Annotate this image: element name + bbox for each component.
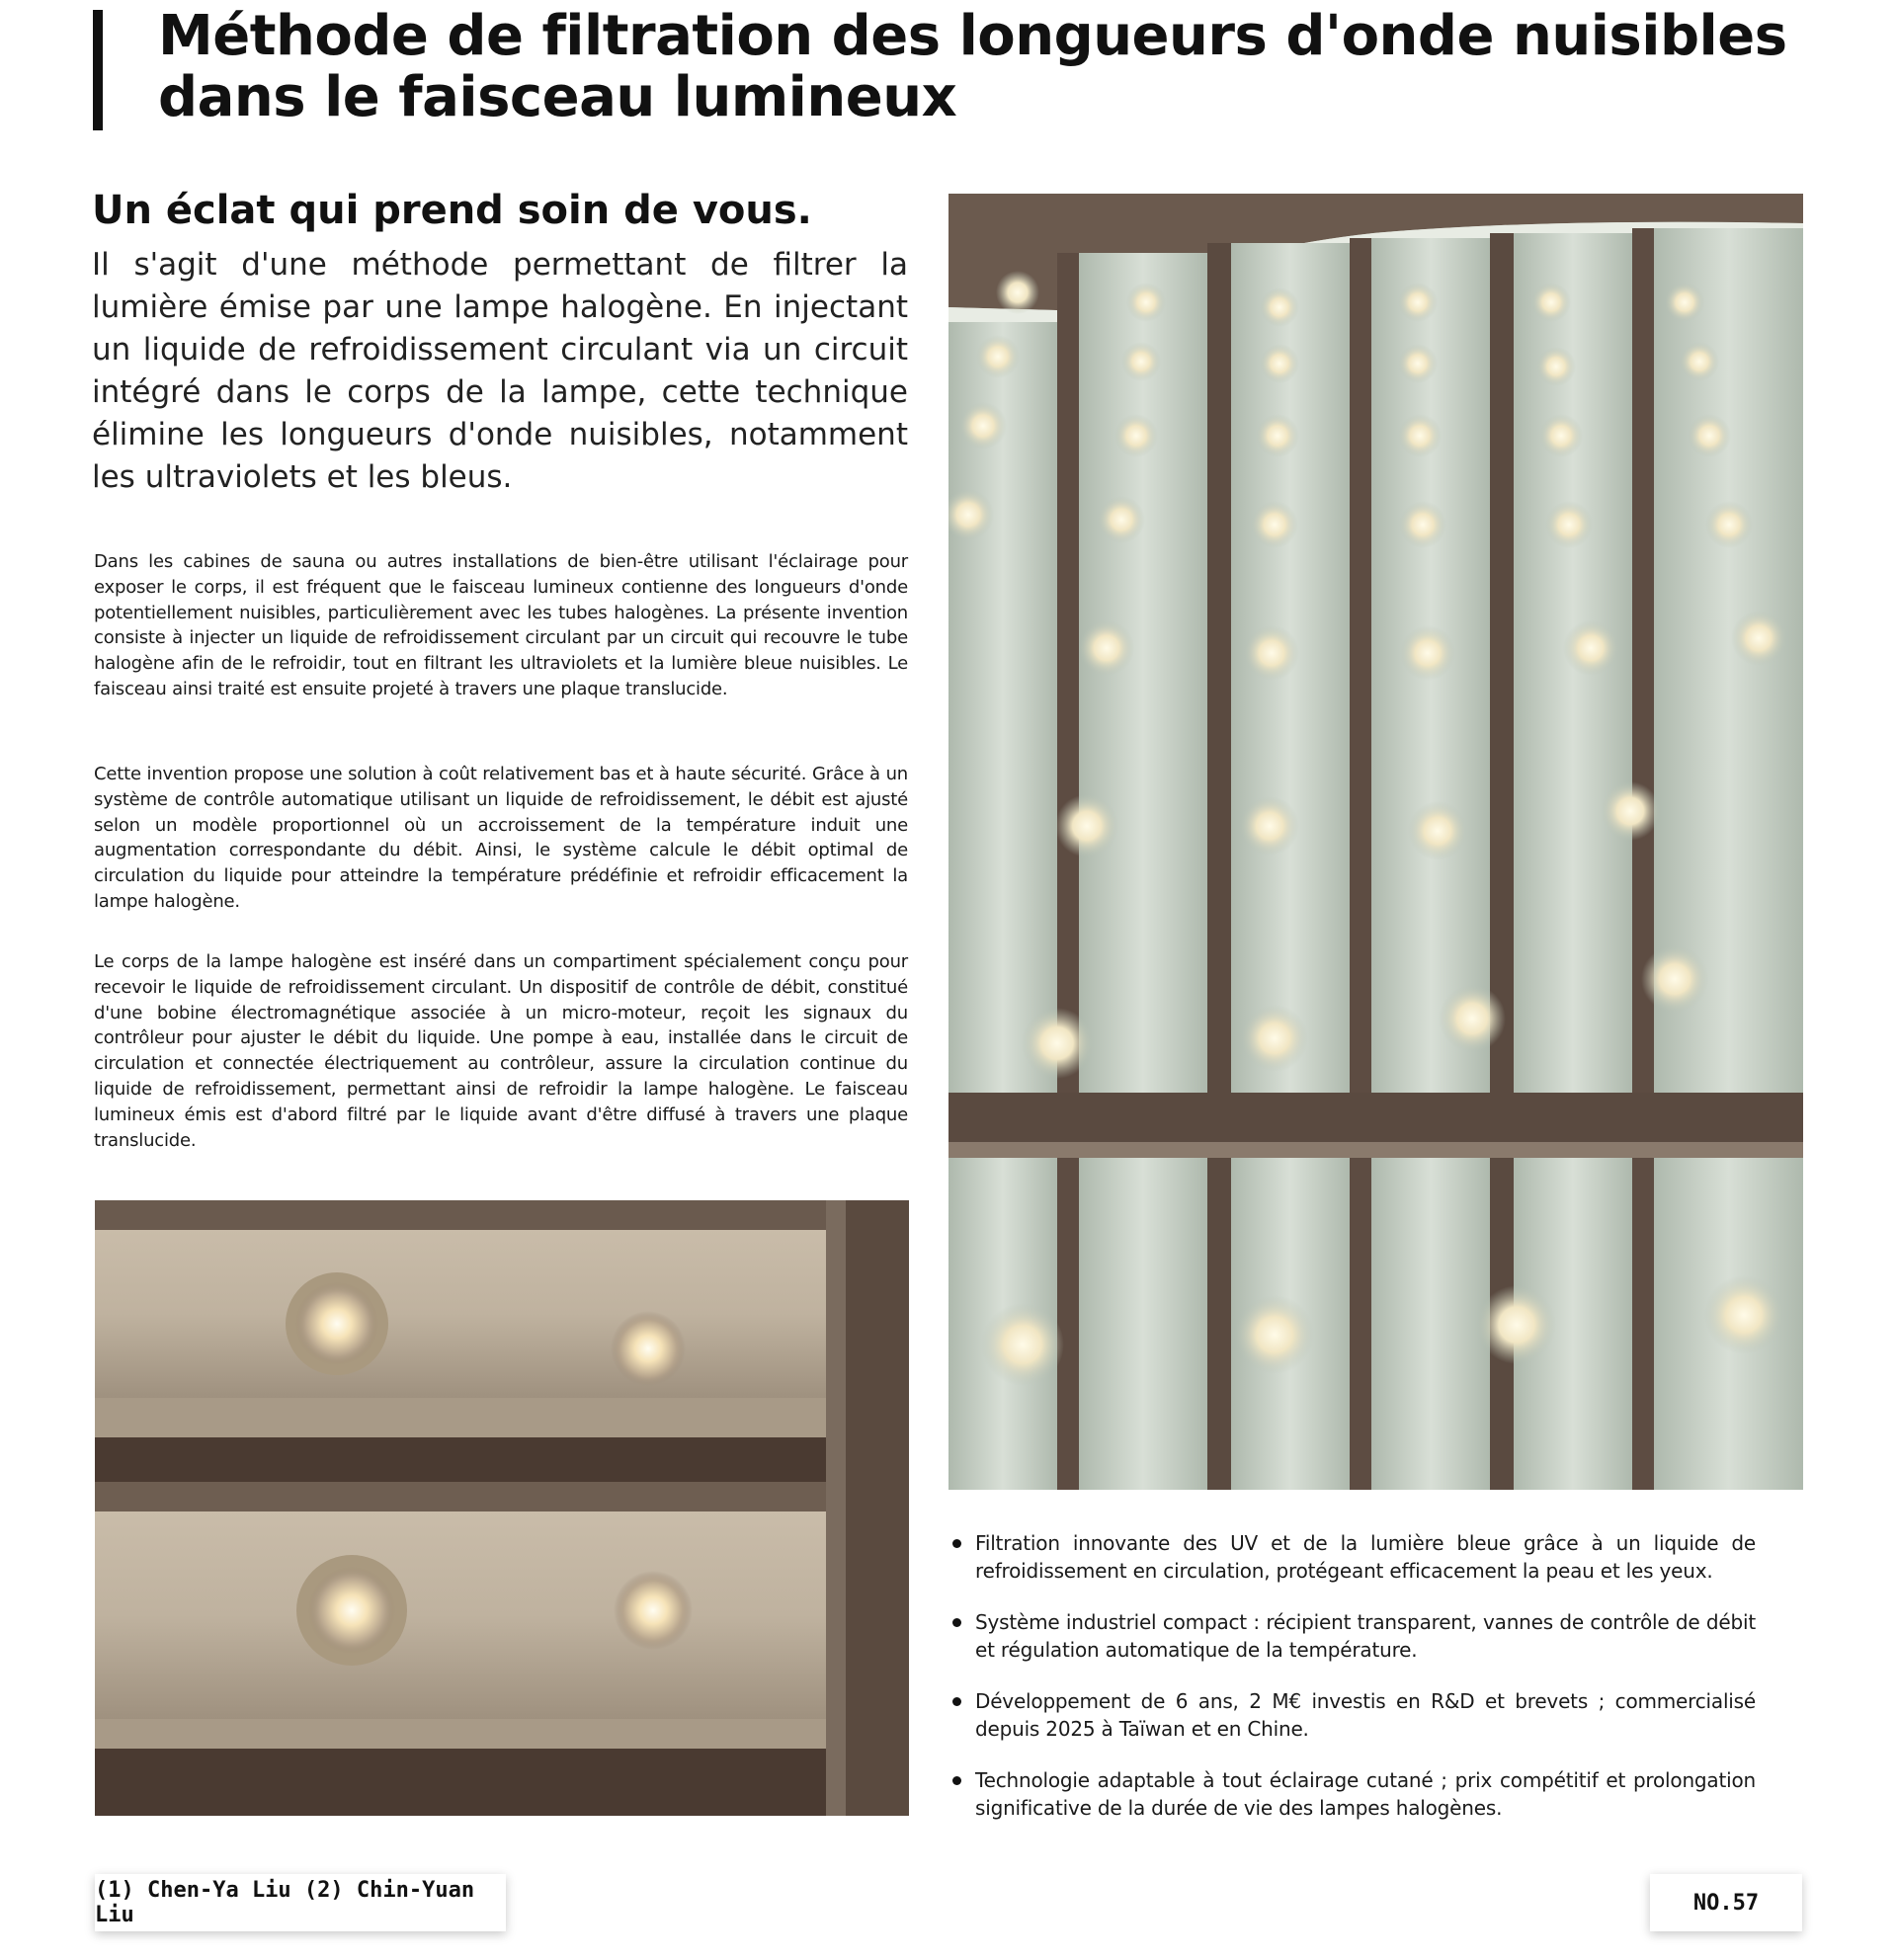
feature-bullet-2 (951, 1608, 1756, 1664)
feature-bullet-text: Système industriel compact : récipient transparent, vannes de contrôle de débit et régulation automatique de la température. (975, 1610, 1756, 1662)
feature-bullet-1 (951, 1529, 1756, 1585)
feature-bullet-text: Filtration innovante des UV et de la lumière bleue grâce à un liquide de refroidissement en circulation, protégeant efficacement la peau et les yeux. (975, 1531, 1756, 1583)
lead-paragraph: Il s'agit d'une méthode permettant de filtrer la lumière émise par une lampe halogène. En injectant un liquide de refroidissement circulant via un circuit intégré dans le corps de la lampe, cette technique élimine les longueurs d'onde nuisibles, notamment les ultraviolets et les bleus. (92, 247, 908, 495)
body-paragraph-2: Cette invention propose une solution à coût relativement bas et à haute sécurité. Grâce à un système de contrôle automatique utilisant un liquide de refroidissement, le débit est ajusté selon un modèle proportionnel où un accroissement de la température induit une augmentation correspondante du débit. Ainsi, le système calcule le débit optimal de circulation du liquide pour atteindre la température prédéfinie et refroidir efficacement la lampe halogène. (94, 764, 908, 912)
bullet-dot-icon (952, 1539, 961, 1548)
feature-bullet-text: Développement de 6 ans, 2 M€ investis en R&D et brevets ; commercialisé depuis 2025 à Taïwan et en Chine. (975, 1689, 1756, 1741)
feature-bullet-list (951, 1529, 1756, 1845)
feature-bullet-text: Technologie adaptable à tout éclairage cutané ; prix compétitif et prolongation significative de la durée de vie des lampes halogènes. (975, 1768, 1756, 1820)
subtitle: Un éclat qui prend soin de vous. (92, 188, 812, 233)
page-title: Méthode de filtration des longueurs d'onde nuisibles dans le faisceau lumineux (158, 4, 1787, 129)
bullet-dot-icon (952, 1776, 961, 1785)
feature-bullet-3 (951, 1687, 1756, 1743)
authors-badge: (1) Chen-Ya Liu (2) Chin-Yuan Liu (95, 1874, 506, 1931)
bullet-dot-icon (952, 1697, 961, 1706)
halogen-lamp-closeup-photo (95, 1200, 909, 1816)
title-accent-bar (93, 10, 103, 130)
bullet-dot-icon (952, 1618, 961, 1627)
body-paragraph-3: Le corps de la lampe halogène est inséré dans un compartiment spécialement conçu pour recevoir le liquide de refroidissement circulant. Un dispositif de contrôle de débit, constitué d'une bobine électromagnétique associée à un micro-moteur, reçoit les signaux du contrôleur pour ajuster le débit du liquide. Une pompe à eau, installée dans le circuit de circulation et connectée électriquement au contrôleur, assure la circulation continue du liquide de refroidissement, permettant ainsi de refroidir la lampe halogène. Le faisceau lumineux émis est d'abord filtré par le liquide avant d'être diffusé à travers une plaque translucide. (94, 951, 908, 1151)
feature-bullet-4 (951, 1766, 1756, 1822)
page-number-badge: NO.57 (1650, 1874, 1802, 1931)
sauna-ceiling-photo (948, 194, 1803, 1490)
body-paragraph-1: Dans les cabines de sauna ou autres installations de bien-être utilisant l'éclairage pour exposer le corps, il est fréquent que le faisceau lumineux contienne des longueurs d'onde potentiellement nuisibles, particulièrement avec les tubes halogènes. La présente invention consiste à injecter un liquide de refroidissement circulant par un circuit qui recouvre le tube halogène afin de le refroidir, tout en filtrant les ultraviolets et la lumière bleue nuisibles. Le faisceau ainsi traité est ensuite projeté à travers une plaque translucide. (94, 551, 908, 699)
